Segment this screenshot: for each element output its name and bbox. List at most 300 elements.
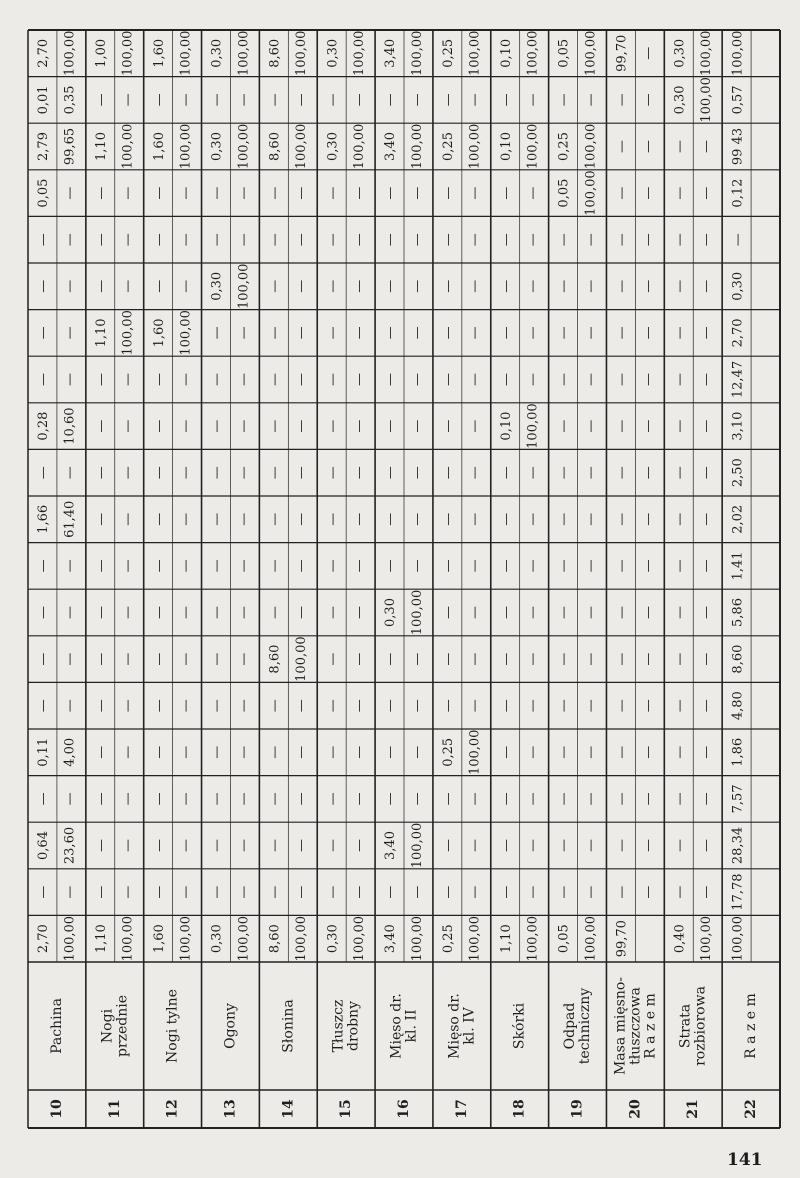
cell-value: 17,78 [730, 873, 746, 911]
empty-dash: — [441, 512, 457, 526]
empty-dash: — [441, 419, 457, 433]
cell-percent: 100,00 [178, 30, 194, 77]
empty-dash: — [498, 792, 514, 806]
empty-dash: — [151, 885, 167, 899]
empty-dash: — [441, 559, 457, 573]
row-number: 15 [338, 1099, 355, 1119]
empty-dash: — [641, 140, 657, 153]
empty-dash: — [36, 559, 52, 573]
empty-dash: — [93, 466, 109, 480]
empty-dash: — [699, 652, 715, 666]
empty-dash: — [294, 233, 310, 247]
empty-dash: — [525, 326, 541, 340]
cell-value: 0,10 [498, 38, 514, 68]
empty-dash: — [699, 792, 715, 806]
row-label: przednie [114, 994, 131, 1058]
empty-dash: — [294, 466, 310, 480]
empty-dash: — [672, 466, 688, 480]
cell-percent: 99,65 [62, 127, 78, 166]
empty-dash: — [556, 885, 572, 899]
empty-dash: — [467, 839, 483, 852]
empty-dash: — [699, 186, 715, 200]
empty-dash: — [325, 839, 341, 852]
cell-percent: 0,35 [62, 85, 78, 115]
empty-dash: — [351, 606, 367, 619]
base-percent: 100,00 [178, 915, 194, 962]
cell-percent: 100,00 [409, 30, 425, 77]
cell-value: 8,60 [267, 132, 283, 161]
cell-value: 1,41 [730, 551, 746, 581]
empty-dash: — [614, 699, 630, 713]
cell-percent: 100,00 [525, 30, 541, 77]
empty-dash: — [351, 839, 367, 852]
empty-dash: — [178, 419, 194, 433]
empty-dash: — [209, 745, 225, 759]
base-value: 2,70 [36, 924, 52, 954]
empty-dash: — [614, 279, 630, 293]
empty-dash: — [614, 606, 630, 619]
empty-dash: — [383, 419, 399, 433]
empty-dash: — [641, 792, 657, 806]
empty-dash: — [151, 279, 167, 293]
empty-dash: — [209, 699, 225, 713]
empty-dash: — [498, 839, 514, 852]
cell-value: 0,01 [36, 85, 52, 115]
empty-dash: — [294, 93, 310, 107]
empty-dash: — [351, 326, 367, 340]
empty-dash: — [409, 699, 425, 713]
empty-dash: — [267, 373, 283, 386]
empty-dash: — [614, 512, 630, 526]
empty-dash: — [441, 279, 457, 293]
cell-value: 0,28 [36, 411, 52, 441]
cell-percent: 100,00 [409, 822, 425, 869]
empty-dash: — [36, 326, 52, 340]
empty-dash: — [351, 419, 367, 433]
empty-dash: — [441, 606, 457, 619]
empty-dash: — [498, 279, 514, 293]
empty-dash: — [178, 233, 194, 247]
row-number: 12 [164, 1099, 181, 1119]
cell-value: 3,40 [383, 831, 399, 860]
empty-dash: — [672, 233, 688, 247]
empty-dash: — [209, 373, 225, 386]
row-number: 10 [48, 1099, 65, 1119]
empty-dash: — [556, 559, 572, 573]
empty-dash: — [383, 233, 399, 247]
empty-dash: — [525, 606, 541, 619]
empty-dash: — [236, 326, 252, 340]
empty-dash: — [614, 745, 630, 759]
empty-dash: — [614, 140, 630, 153]
cell-value: 0,30 [325, 38, 341, 68]
empty-dash: — [498, 466, 514, 480]
empty-dash: — [294, 559, 310, 573]
empty-dash: — [699, 326, 715, 340]
empty-dash: — [178, 839, 194, 852]
empty-dash: — [236, 466, 252, 480]
empty-dash: — [209, 792, 225, 806]
empty-dash: — [614, 559, 630, 573]
empty-dash: — [236, 512, 252, 526]
empty-dash: — [236, 186, 252, 200]
empty-dash: — [62, 326, 78, 340]
row-label: R a z e m [642, 993, 659, 1059]
empty-dash: — [267, 792, 283, 806]
empty-dash: — [178, 792, 194, 806]
cell-value: 0,30 [325, 132, 341, 161]
empty-dash: — [672, 839, 688, 852]
empty-dash: — [641, 745, 657, 759]
row-label: Skórki [511, 1002, 528, 1050]
row-number: 16 [396, 1099, 412, 1119]
empty-dash: — [614, 186, 630, 200]
empty-dash: — [467, 699, 483, 713]
empty-dash: — [325, 606, 341, 619]
base-value: 1,10 [498, 924, 514, 954]
empty-dash: — [236, 699, 252, 713]
empty-dash: — [294, 606, 310, 619]
empty-dash: — [525, 186, 541, 200]
empty-dash: — [294, 512, 310, 526]
empty-dash: — [351, 373, 367, 386]
row-number: 20 [627, 1099, 644, 1119]
empty-dash: — [498, 745, 514, 759]
empty-dash: — [467, 93, 483, 107]
empty-dash: — [236, 745, 252, 759]
empty-dash: — [672, 699, 688, 713]
cell-percent: 100,00 [294, 636, 310, 682]
empty-dash: — [209, 93, 225, 107]
empty-dash: — [151, 839, 167, 852]
empty-dash: — [325, 652, 341, 666]
empty-dash: — [383, 186, 399, 200]
row-label: Tłuszcz [330, 999, 347, 1053]
empty-dash: — [556, 279, 572, 293]
cell-value: 2,79 [36, 132, 52, 161]
cell-percent: 100,00 [467, 123, 483, 170]
empty-dash: — [556, 839, 572, 852]
empty-dash: — [672, 512, 688, 526]
base-value: 3,40 [383, 924, 399, 954]
cell-value: 8,60 [267, 38, 283, 68]
empty-dash: — [409, 652, 425, 666]
empty-dash: — [93, 699, 109, 713]
empty-dash: — [409, 792, 425, 806]
empty-dash: — [467, 233, 483, 247]
empty-dash: — [151, 466, 167, 480]
empty-dash: — [383, 792, 399, 806]
empty-dash: — [409, 233, 425, 247]
cell-percent: 23,60 [62, 826, 78, 865]
empty-dash: — [498, 885, 514, 899]
cell-value: 0,25 [441, 38, 457, 68]
cell-value: 8,60 [730, 644, 746, 674]
empty-dash: — [583, 745, 599, 759]
row-label: tłuszczowa [627, 987, 644, 1065]
empty-dash: — [120, 559, 136, 573]
empty-dash: — [93, 373, 109, 386]
empty-dash: — [672, 419, 688, 433]
empty-dash: — [641, 559, 657, 573]
empty-dash: — [178, 93, 194, 107]
empty-dash: — [120, 885, 136, 899]
empty-dash: — [641, 186, 657, 200]
empty-dash: — [498, 373, 514, 386]
empty-dash: — [641, 652, 657, 666]
cell-percent: 100,00 [467, 30, 483, 77]
empty-dash: — [151, 652, 167, 666]
empty-dash: — [351, 512, 367, 526]
empty-dash: — [441, 839, 457, 852]
empty-dash: — [325, 792, 341, 806]
empty-dash: — [525, 885, 541, 899]
empty-dash: — [467, 652, 483, 666]
empty-dash: — [93, 792, 109, 806]
empty-dash: — [294, 419, 310, 433]
empty-dash: — [236, 233, 252, 247]
row-label: Pachina [48, 998, 65, 1054]
empty-dash: — [467, 419, 483, 433]
empty-dash: — [120, 233, 136, 247]
base-value: 99,70 [614, 920, 630, 958]
cell-value: 1,00 [93, 38, 109, 68]
row-label: Mięso dr. [388, 993, 405, 1059]
empty-dash: — [62, 186, 78, 200]
empty-dash: — [93, 839, 109, 852]
cell-value: 0,12 [730, 178, 746, 208]
empty-dash: — [236, 419, 252, 433]
base-percent: 100,00 [294, 915, 310, 962]
empty-dash: — [441, 885, 457, 899]
empty-dash: — [556, 512, 572, 526]
empty-dash: — [325, 559, 341, 573]
cell-percent: 100,00 [525, 403, 541, 449]
empty-dash: — [236, 93, 252, 107]
cell-percent: 61,40 [62, 500, 78, 538]
empty-dash: — [151, 233, 167, 247]
empty-dash: — [699, 745, 715, 759]
empty-dash: — [120, 466, 136, 480]
empty-dash: — [120, 652, 136, 666]
table-content [36, 31, 759, 1119]
empty-dash: — [294, 792, 310, 806]
empty-dash: — [583, 839, 599, 852]
empty-dash: — [151, 512, 167, 526]
cell-value: 0,05 [36, 178, 52, 208]
empty-dash: — [641, 233, 657, 247]
empty-dash: — [120, 93, 136, 107]
empty-dash: — [467, 373, 483, 386]
cell-value: 2,50 [730, 458, 746, 488]
empty-dash: — [583, 652, 599, 666]
empty-dash: — [467, 279, 483, 293]
cell-value: 0,30 [209, 132, 225, 161]
cell-value: 0,25 [441, 737, 457, 767]
empty-dash: — [93, 93, 109, 107]
empty-dash: — [325, 93, 341, 107]
empty-dash: — [209, 559, 225, 573]
empty-dash: — [267, 466, 283, 480]
cell-value: 1,60 [151, 318, 167, 348]
cell-value: 0,57 [730, 85, 746, 115]
cell-value: 3,10 [730, 411, 746, 441]
empty-dash: — [441, 93, 457, 107]
empty-dash: — [409, 279, 425, 293]
row-label: Ogony [222, 1003, 239, 1049]
empty-dash: — [556, 233, 572, 247]
cell-value: 0,11 [36, 737, 52, 767]
empty-dash: — [409, 466, 425, 480]
empty-dash: — [383, 512, 399, 526]
cell-value: 1,60 [151, 132, 167, 161]
empty-dash: — [498, 233, 514, 247]
empty-dash: — [614, 373, 630, 386]
empty-dash: — [441, 233, 457, 247]
empty-dash: — [236, 373, 252, 386]
base-value: 0,25 [441, 924, 457, 954]
empty-dash: — [178, 186, 194, 200]
empty-dash: — [525, 512, 541, 526]
empty-dash: — [641, 279, 657, 293]
empty-dash: — [383, 885, 399, 899]
empty-dash: — [699, 885, 715, 899]
empty-dash: — [583, 279, 599, 293]
row-number: 11 [106, 1099, 123, 1119]
cell-percent: 4,00 [62, 737, 78, 767]
cell-value: 12,47 [730, 360, 746, 399]
empty-dash: — [672, 373, 688, 386]
empty-dash: — [525, 745, 541, 759]
cell-value: 8,60 [267, 644, 283, 674]
row-label: Strata [677, 1003, 694, 1049]
empty-dash: — [178, 559, 194, 573]
empty-dash: — [614, 326, 630, 340]
cell-value: 3,40 [383, 38, 399, 68]
cell-percent: 100,00 [236, 123, 252, 170]
empty-dash: — [583, 419, 599, 433]
empty-dash: — [383, 466, 399, 480]
empty-dash: — [498, 186, 514, 200]
empty-dash: — [267, 279, 283, 293]
empty-dash: — [583, 326, 599, 340]
empty-dash: — [467, 559, 483, 573]
empty-dash: — [498, 559, 514, 573]
row-label: kl. IV [461, 1007, 478, 1045]
empty-dash: — [525, 559, 541, 573]
empty-dash: — [325, 419, 341, 433]
base-value: 0,30 [209, 924, 225, 954]
row-number: 21 [685, 1099, 702, 1119]
cell-percent: 100,00 [699, 77, 715, 123]
empty-dash: — [267, 559, 283, 573]
cell-value: 0,05 [556, 38, 572, 68]
cell-value: 1,86 [730, 737, 746, 767]
empty-dash: — [209, 839, 225, 852]
empty-dash: — [525, 373, 541, 386]
cell-percent: 100,00 [351, 123, 367, 170]
cell-value: 0,30 [730, 271, 746, 301]
empty-dash: — [699, 140, 715, 153]
empty-dash: — [641, 46, 657, 60]
empty-dash: — [36, 466, 52, 480]
empty-dash: — [556, 419, 572, 433]
empty-dash: — [641, 512, 657, 526]
table-grid [28, 30, 780, 1128]
cell-percent: 100,00 [699, 30, 715, 77]
base-value: 0,30 [325, 924, 341, 954]
base-value: 8,60 [267, 924, 283, 954]
empty-dash: — [556, 745, 572, 759]
empty-dash: — [236, 839, 252, 852]
empty-dash: — [441, 699, 457, 713]
empty-dash: — [556, 373, 572, 386]
cell-percent: 100,00 [583, 170, 599, 216]
empty-dash: — [383, 559, 399, 573]
empty-dash: — [467, 466, 483, 480]
empty-dash: — [699, 512, 715, 526]
empty-dash: — [151, 559, 167, 573]
empty-dash: — [556, 699, 572, 713]
empty-dash: — [583, 559, 599, 573]
row-label: R a z e m [743, 993, 760, 1059]
empty-dash: — [178, 512, 194, 526]
empty-dash: — [641, 373, 657, 386]
empty-dash: — [93, 233, 109, 247]
cell-value: 0,25 [441, 132, 457, 161]
empty-dash: — [151, 699, 167, 713]
empty-dash: — [151, 373, 167, 386]
cell-value: 0,64 [36, 831, 52, 860]
cell-value: 28,34 [730, 826, 746, 865]
empty-dash: — [62, 559, 78, 573]
empty-dash: — [672, 606, 688, 619]
empty-dash: — [383, 652, 399, 666]
empty-dash: — [325, 279, 341, 293]
empty-dash: — [325, 466, 341, 480]
empty-dash: — [498, 652, 514, 666]
empty-dash: — [641, 326, 657, 340]
empty-dash: — [525, 652, 541, 666]
cell-percent: 100,00 [120, 310, 136, 356]
cell-value: 7,57 [730, 784, 746, 814]
empty-dash: — [383, 745, 399, 759]
empty-dash: — [151, 792, 167, 806]
empty-dash: — [236, 885, 252, 899]
empty-dash: — [325, 512, 341, 526]
empty-dash: — [209, 512, 225, 526]
empty-dash: — [498, 93, 514, 107]
cell-value: 0,30 [383, 598, 399, 627]
cell-value: 0,30 [209, 38, 225, 68]
empty-dash: — [294, 699, 310, 713]
empty-dash: — [93, 745, 109, 759]
row-number: 13 [222, 1099, 239, 1119]
empty-dash: — [498, 606, 514, 619]
empty-dash: — [383, 326, 399, 340]
empty-dash: — [441, 186, 457, 200]
empty-dash: — [351, 186, 367, 200]
empty-dash: — [178, 606, 194, 619]
empty-dash: — [294, 373, 310, 386]
empty-dash: — [120, 606, 136, 619]
empty-dash: — [93, 186, 109, 200]
base-percent: 100,00 [351, 915, 367, 962]
cell-value: 99,70 [614, 34, 630, 72]
empty-dash: — [583, 885, 599, 899]
cell-value: 3,40 [383, 132, 399, 161]
cell-value: 1,60 [151, 38, 167, 68]
